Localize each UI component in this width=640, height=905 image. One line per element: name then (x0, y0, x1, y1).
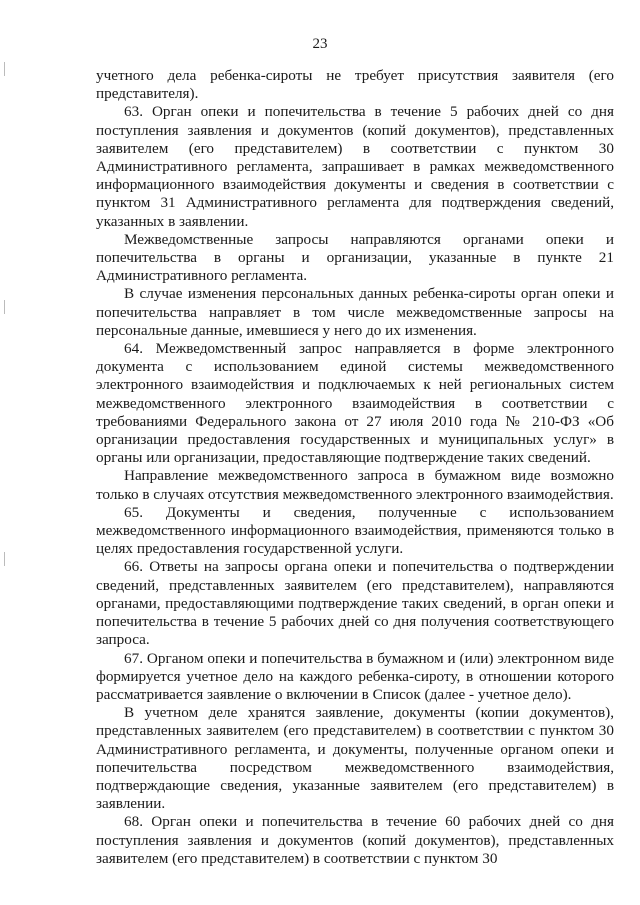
paragraph-interagency-requests: Межведомственные запросы направляются органами опеки и попечительства в органы и организации, указанные в пункте 21 Административного регламента. (96, 230, 614, 285)
paragraph-continuation: учетного дела ребенка-сироты не требует присутствия заявителя (его представителя). (96, 67, 614, 103)
paragraph-item-64: 64. Межведомственный запрос направляется в форме электронного документа с использованием единой системы межведомственного электронного взаимодействия и подключаемых к ней региональных систем межведомственного электронного взаимодействия в соответствии с требованиями Федерального закона от 27 июля 2010 года № 210-ФЗ «Об организации предоставления государственных и муниципальных услуг» в органы или организации, предоставляющие подтверждение таких сведений. (96, 340, 614, 467)
paragraph-paper-request: Направление межведомственного запроса в бумажном виде возможно только в случаях отсутствия межведомственного электронного взаимодействия. (96, 467, 614, 503)
page-number: 23 (312, 36, 328, 52)
paragraph-item-66: 66. Ответы на запросы органа опеки и попечительства о подтверждении сведений, представленных заявителем (его представителем), направляются органами, предоставляющими подтверждение таких сведений, в орган опеки и попечительства в течение 5 рабочих дней со дня получения соответствующего запроса. (96, 558, 614, 649)
document-body (96, 67, 614, 868)
paragraph-case-file-contents: В учетном деле хранятся заявление, документы (копии документов), представленных заявителем (его представителем) в соответствии с пунктом 30 Административного регламента, и документы, полученные органом опеки и попечительства посредством межведомственного взаимодействия, подтверждающие сведения, указанные заявителем (его представителем) в заявлении. (96, 704, 614, 813)
scan-margin-mark (4, 300, 5, 314)
paragraph-personal-data-change: В случае изменения персональных данных ребенка-сироты орган опеки и попечительства направляет в том числе межведомственные запросы на персональные данные, имевшиеся у него до их изменения. (96, 285, 614, 339)
paragraph-item-68: 68. Орган опеки и попечительства в течение 60 рабочих дней со дня поступления заявления и документов (копий документов), представленных заявителем (его представителем) в соответствии с пунктом 30 (96, 813, 614, 867)
paragraph-item-63: 63. Орган опеки и попечительства в течение 5 рабочих дней со дня поступления заявления и документов (копий документов), представленных заявителем (его представителем) в соответствии с пунктом 30 Административного регламента, запрашивает в рамках межведомственного информационного взаимодействия документы и сведения в соответствии с пунктом 31 Административного регламента для подтверждения сведений, указанных в заявлении. (96, 103, 614, 230)
scan-margin-mark (4, 62, 5, 76)
paragraph-item-65: 65. Документы и сведения, полученные с использованием межведомственного информационного взаимодействия, применяются только в целях предоставления государственной услуги. (96, 503, 614, 558)
scan-margin-mark (4, 552, 5, 566)
paragraph-item-67: 67. Органом опеки и попечительства в бумажном и (или) электронном виде формируется учетное дело на каждого ребенка-сироту, в отношении которого рассматривается заявление о включении в Список (далее - учетное дело). (96, 649, 614, 703)
